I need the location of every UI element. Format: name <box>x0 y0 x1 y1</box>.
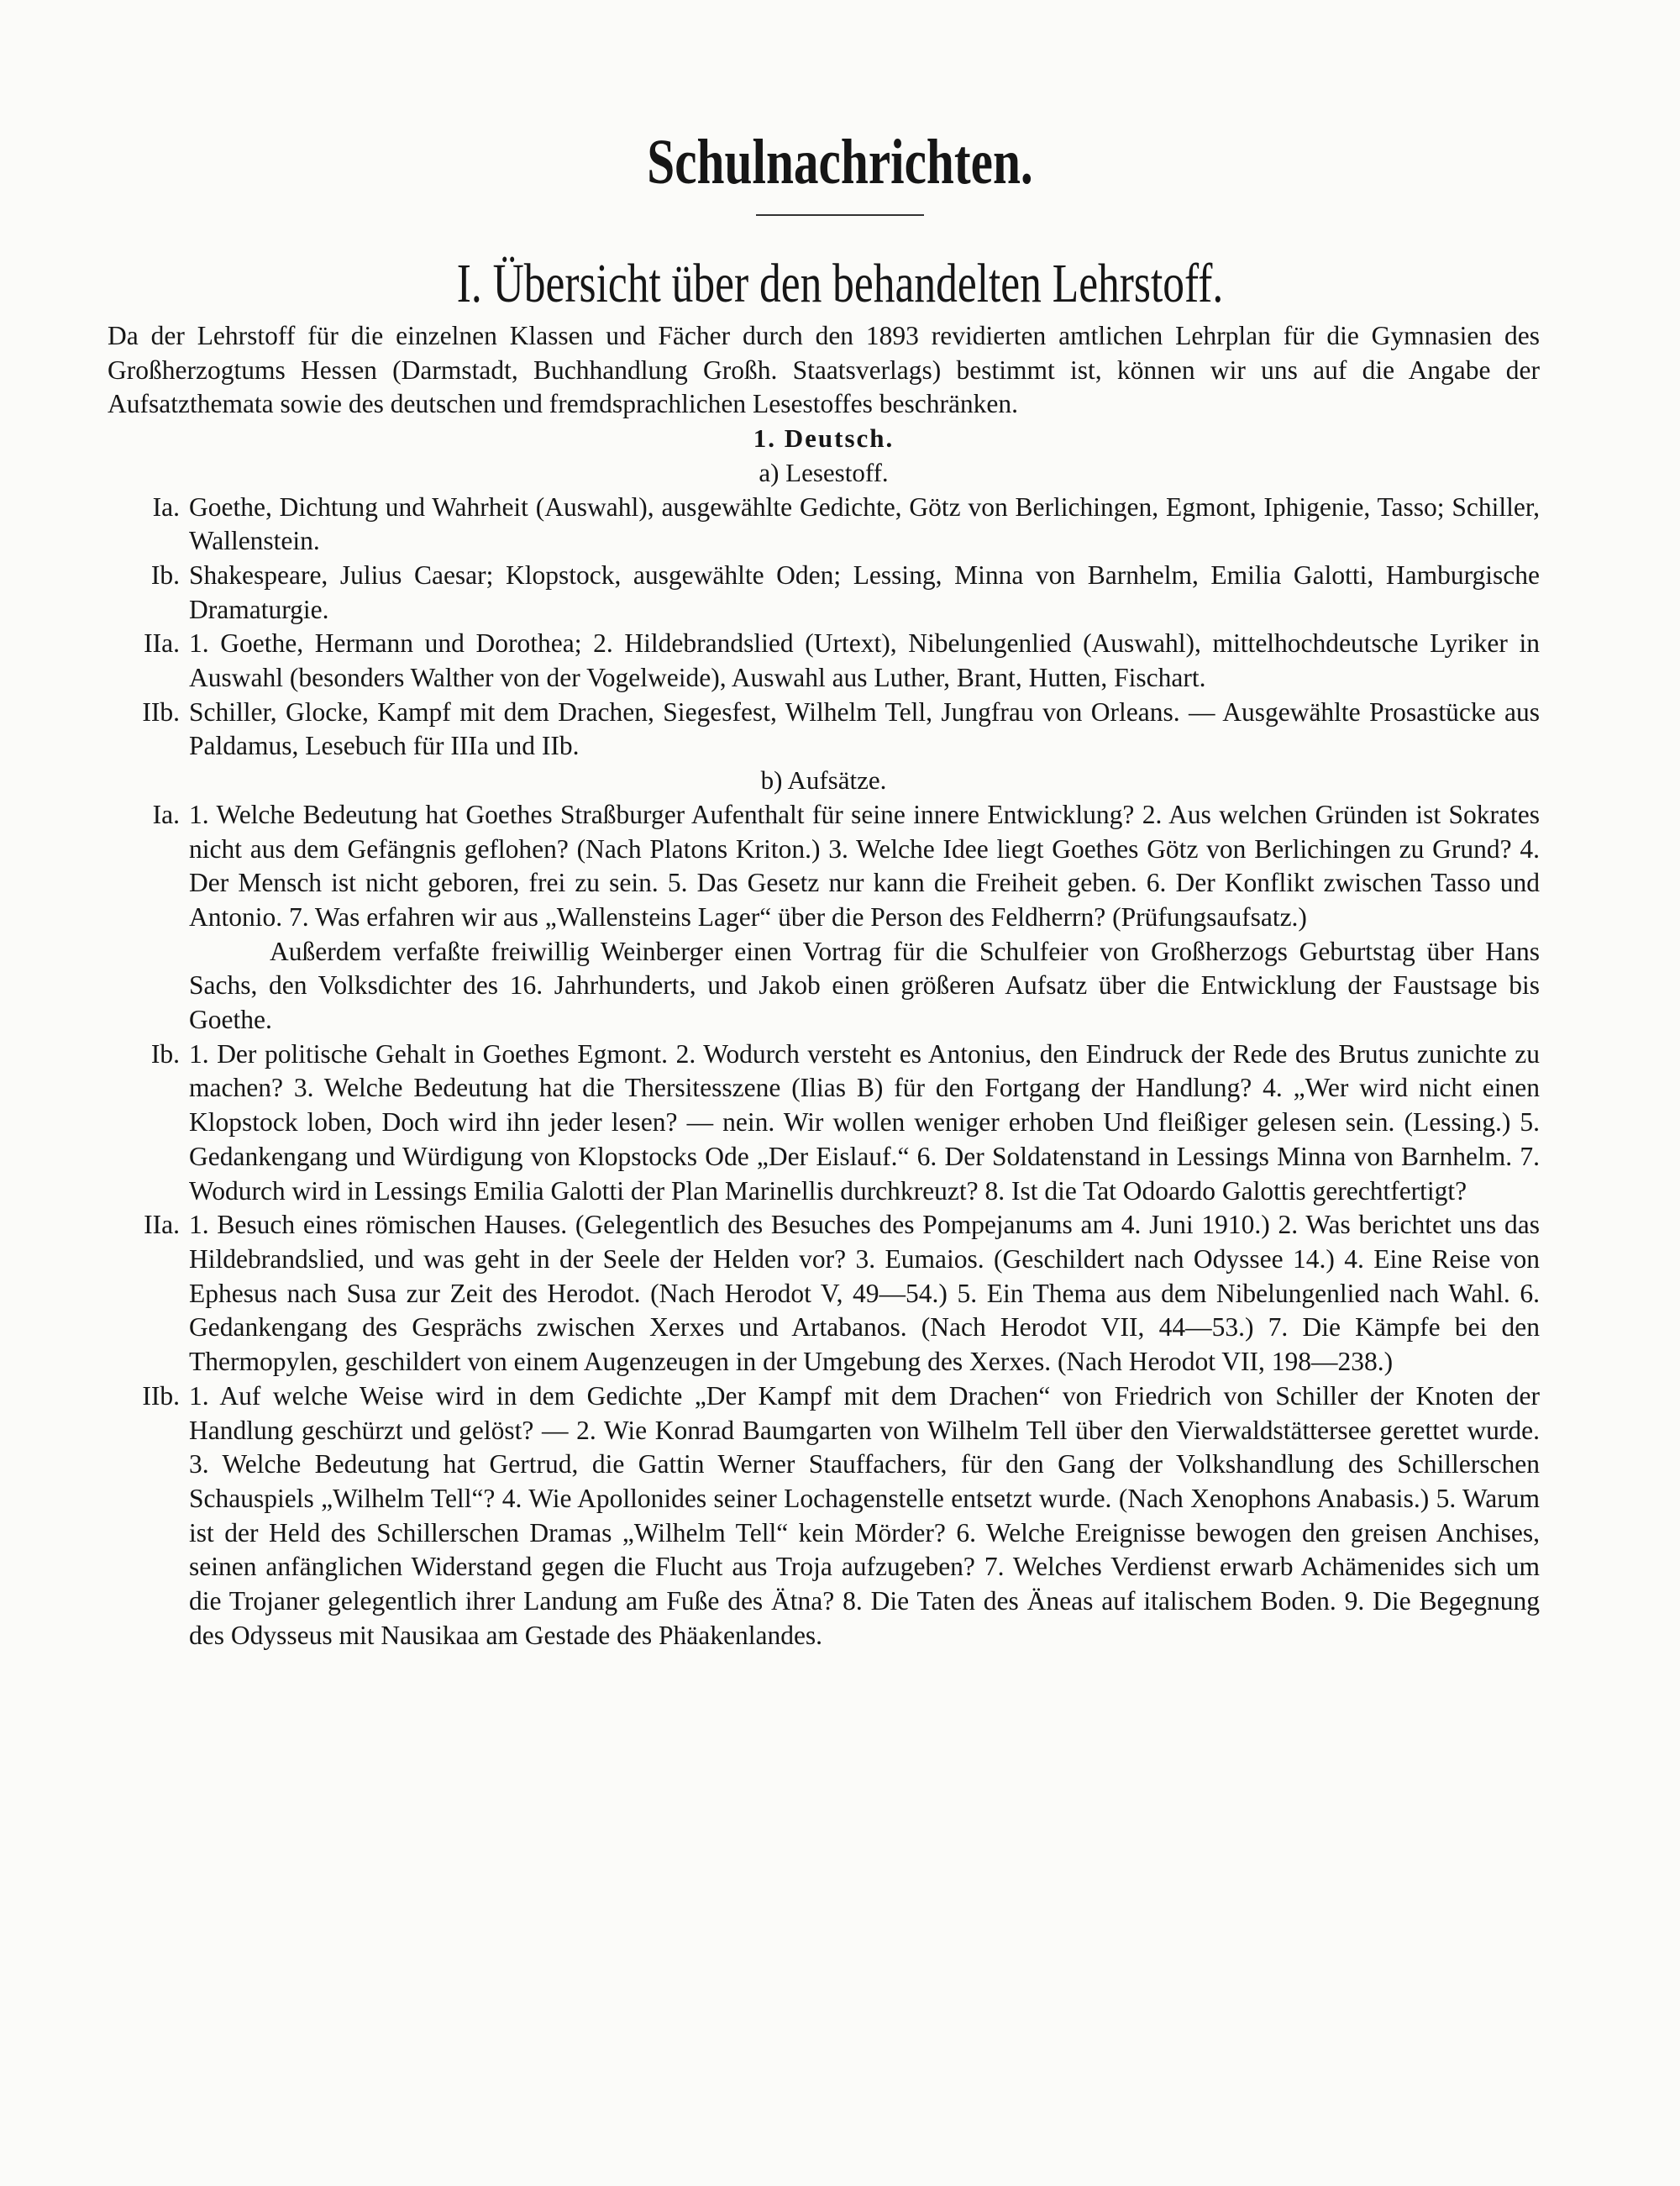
class-label: IIb. <box>142 696 180 727</box>
class-label: IIa. <box>144 628 180 659</box>
entry-text: 1. Goethe, Hermann und Dorothea; 2. Hildebrandslied (Urtext), Nibelungenlied (Auswahl), mittelhochdeutsche Lyriker in Auswahl (besonders Walther von der Vogelweide), Auswahl aus Luther, Brant, Hutten, Fischart. <box>189 628 1540 693</box>
class-label: Ib. <box>150 1038 180 1069</box>
title-divider <box>756 214 924 216</box>
entry-text: 1. Auf welche Weise wird in dem Gedichte „Der Kampf mit dem Drachen“ von Friedrich von Schiller der Knoten der Handlung geschürzt und gelöst? — 2. Wie Konrad Baumgarten von Wilhelm Tell über den Vierwaldstättersee gerettet wurde. 3. Welche Bedeutung hat Gertrud, die Gattin Werner Stauffachers, für den Gang der Volkshandlung des Schillerschen Schauspiels „Wilhelm Tell“? 4. Wie Apollonides seiner Lochagenstelle entsetzt wurde. (Nach Xenophons Anabasis.) 5. Warum ist der Held des Schillerschen Dramas „Wilhelm Tell“ kein Mörder? 6. Welche Ereignisse bewogen den greisen Anchises, seinen anfänglichen Widerstand gegen die Flucht aus Troja aufzugeben? 7. Welches Verdienst erwarb Achämenides sich um die Trojaner gelegentlich ihrer Landung am Fuße des Ätna? 8. Die Taten des Äneas auf italischem Boden. 9. Die Begegnung des Odysseus mit Nausikaa am Gestade des Phäakenlandes. <box>189 1380 1540 1650</box>
lesestoff-entry <box>108 627 1540 695</box>
class-label <box>108 935 189 1038</box>
entry-text: Außerdem verfaßte freiwillig Weinberger einen Vortrag für die Schulfeier von Großherzogs Geburtstag über Hans Sachs, den Volksdichter des 16. Jahrhunderts, und Jakob einen größeren Aufsatz über die Entwicklung der Faustsage bis Goethe. <box>189 936 1540 1035</box>
class-label: IIb. <box>142 1380 180 1411</box>
lesestoff-entry <box>108 696 1540 764</box>
class-label: Ia. <box>152 491 180 522</box>
entry-text: Goethe, Dichtung und Wahrheit (Auswahl), ausgewählte Gedichte, Götz von Berlichingen, Egmont, Iphigenie, Tasso; Schiller, Wallenstein. <box>189 491 1540 556</box>
lesestoff-heading: a) Lesestoff. <box>759 457 889 487</box>
entry-text: 1. Der politische Gehalt in Goethes Egmont. 2. Wodurch versteht es Antonius, den Eindruck der Rede des Brutus zunichte zu machen? 3. Welche Bedeutung hat die Thersitesszene (Ilias B) für den Fortgang der Handlung? 4. „Wer wird nicht einen Klopstock loben, Doch wird ihn jeder lesen? — nein. Wir wollen weniger erhoben Und fleißiger gelesen sein. (Lessing.) 5. Gedankengang und Würdigung von Klopstocks Ode „Der Eislauf.“ 6. Der Soldatenstand in Lessings Minna von Barnhelm. 7. Wodurch wird in Lessings Emilia Galotti der Plan Marinellis durchkreuzt? 8. Ist die Tat Odoardo Galottis gerechtfertigt? <box>189 1038 1540 1206</box>
entry-text: Shakespeare, Julius Caesar; Klopstock, ausgewählte Oden; Lessing, Minna von Barnhelm, Emilia Galotti, Hamburgische Dramaturgie. <box>189 560 1540 624</box>
class-label: Ib. <box>150 560 180 590</box>
lesestoff-entry <box>108 559 1540 627</box>
aufsaetze-entry <box>108 935 1540 1038</box>
page-title: Schulnachrichten. <box>647 127 1033 197</box>
class-label: IIa. <box>144 1210 180 1240</box>
aufsaetze-entry <box>108 1208 1540 1379</box>
class-label: Ia. <box>152 799 180 829</box>
entry-text: Schiller, Glocke, Kampf mit dem Drachen, Siegesfest, Wilhelm Tell, Jungfrau von Orleans. — Ausgewählte Prosastücke aus Paldamus, Lesebuch für IIIa und IIb. <box>189 696 1540 761</box>
entry-text: 1. Besuch eines römischen Hauses. (Gelegentlich des Besuches des Pompejanums am 4. Juni 1910.) 2. Was berichtet uns das Hildebrandslied, und was geht in der Seele der Helden vor? 3. Eumaios. (Geschildert nach Odyssee 14.) 4. Eine Reise von Ephesus nach Susa zur Zeit des Herodot. (Nach Herodot V, 49—54.) 5. Ein Thema aus dem Nibelungenlied nach Wahl. 6. Gedankengang des Gesprächs zwischen Xerxes und Artabanos. (Nach Herodot VII, 44—53.) 7. Die Kämpfe bei den Thermopylen, geschildert von einem Augenzeugen in der Umgebung des Xerxes. (Nach Herodot VII, 198—238.) <box>189 1210 1540 1377</box>
entry-text: 1. Welche Bedeutung hat Goethes Straßburger Aufenthalt für seine innere Entwicklung? 2. Aus welchen Gründen ist Sokrates nicht aus dem Gefängnis geflohen? (Nach Platons Kriton.) 3. Welche Idee liegt Goethes Götz von Berlichingen zu Grund? 4. Der Mensch ist nicht geboren, frei zu sein. 5. Das Gesetz nur kann die Freiheit geben. 6. Der Konflikt zwischen Tasso und Antonio. 7. Was erfahren wir aus „Wallensteins Lager“ über die Person des Feldherrn? (Prüfungsaufsatz.) <box>189 799 1540 932</box>
aufsaetze-entry <box>108 1038 1540 1209</box>
body-text <box>108 319 1540 1653</box>
aufsaetze-heading: b) Aufsätze. <box>760 765 887 796</box>
aufsaetze-entry <box>108 798 1540 935</box>
subject-heading: 1. Deutsch. <box>753 423 895 454</box>
lesestoff-entry <box>108 491 1540 559</box>
section-title: I. Übersicht über den behandelten Lehrstoff. <box>456 253 1224 314</box>
intro-paragraph: Da der Lehrstoff für die einzelnen Klassen und Fächer durch den 1893 revidierten amtlichen Lehrplan für die Gymnasien des Großherzogtums Hessen (Darmstadt, Buchhandlung Großh. Staatsverlags) bestimmt ist, können wir uns auf die Angabe der Aufsatzthemata sowie des deutschen und fremdsprachlichen Lesestoffes beschränken. <box>108 321 1540 419</box>
aufsaetze-entry <box>108 1379 1540 1653</box>
